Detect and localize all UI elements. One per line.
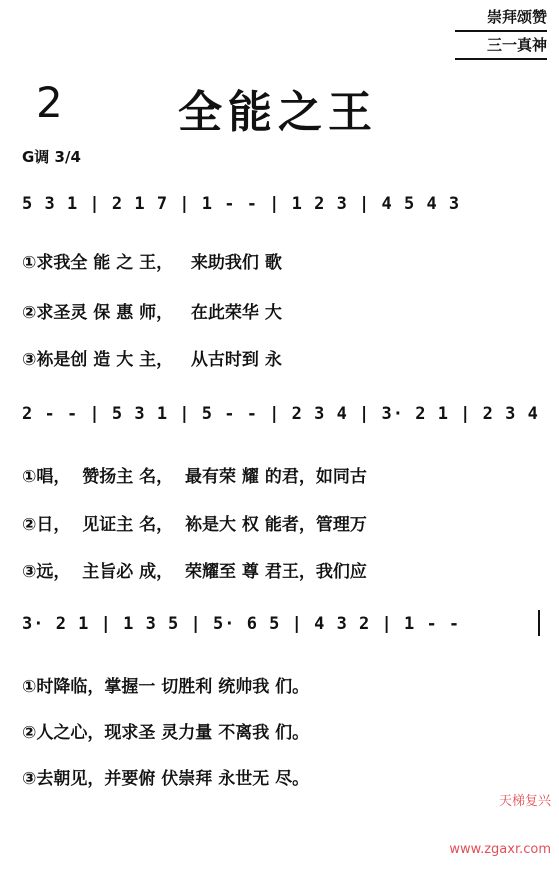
watermark-line-2: www.zgaxr.com [449, 842, 551, 857]
lyric-line-3-2: ②人之心，现求圣 灵力量 不离我 们。 [22, 723, 310, 743]
subcategory-divider [455, 58, 547, 60]
lyric-line-2-2: ②日， 见证主 名， 袮是大 权 能者，管理万 [22, 515, 367, 535]
lyric-line-3-3: ③去朝见，并要俯 伏崇拜 永世无 尽。 [22, 769, 310, 789]
notation-line-2: 2 - - | 5 3 1 | 5 - - | 2 3 4 | 3· 2 1 | 2 3 4 [22, 404, 539, 424]
category-divider [455, 30, 547, 32]
hymn-title: 全能之王 [178, 87, 378, 138]
final-barline [538, 610, 540, 636]
notation-line-1: 5 3 1 | 2 1 7 | 1 - - | 1 2 3 | 4 5 4 3 [22, 194, 461, 214]
key-signature: G调 3/4 [22, 148, 81, 166]
watermark [449, 762, 551, 874]
lyric-line-1-3: ③袮是创 造 大 主， 从古时到 永 [22, 350, 282, 370]
lyric-line-1-1: ①求我全 能 之 王， 来助我们 歌 [22, 253, 282, 273]
category-label: 崇拜颂赞 [486, 8, 547, 26]
watermark-line-1: 天梯复兴 [498, 794, 551, 809]
lyric-line-2-3: ③远， 主旨必 成， 荣耀至 尊 君王，我们应 [22, 562, 367, 582]
lyric-line-3-1: ①时降临，掌握一 切胜利 统帅我 们。 [22, 677, 310, 697]
hymn-number: 2 [36, 78, 63, 127]
subcategory-label: 三一真神 [486, 36, 547, 54]
notation-line-3: 3· 2 1 | 1 3 5 | 5· 6 5 | 4 3 2 | 1 - - [22, 614, 461, 634]
lyric-line-2-1: ①唱， 赞扬主 名， 最有荣 耀 的君，如同古 [22, 467, 367, 487]
lyric-line-1-2: ②求圣灵 保 惠 师， 在此荣华 大 [22, 303, 282, 323]
